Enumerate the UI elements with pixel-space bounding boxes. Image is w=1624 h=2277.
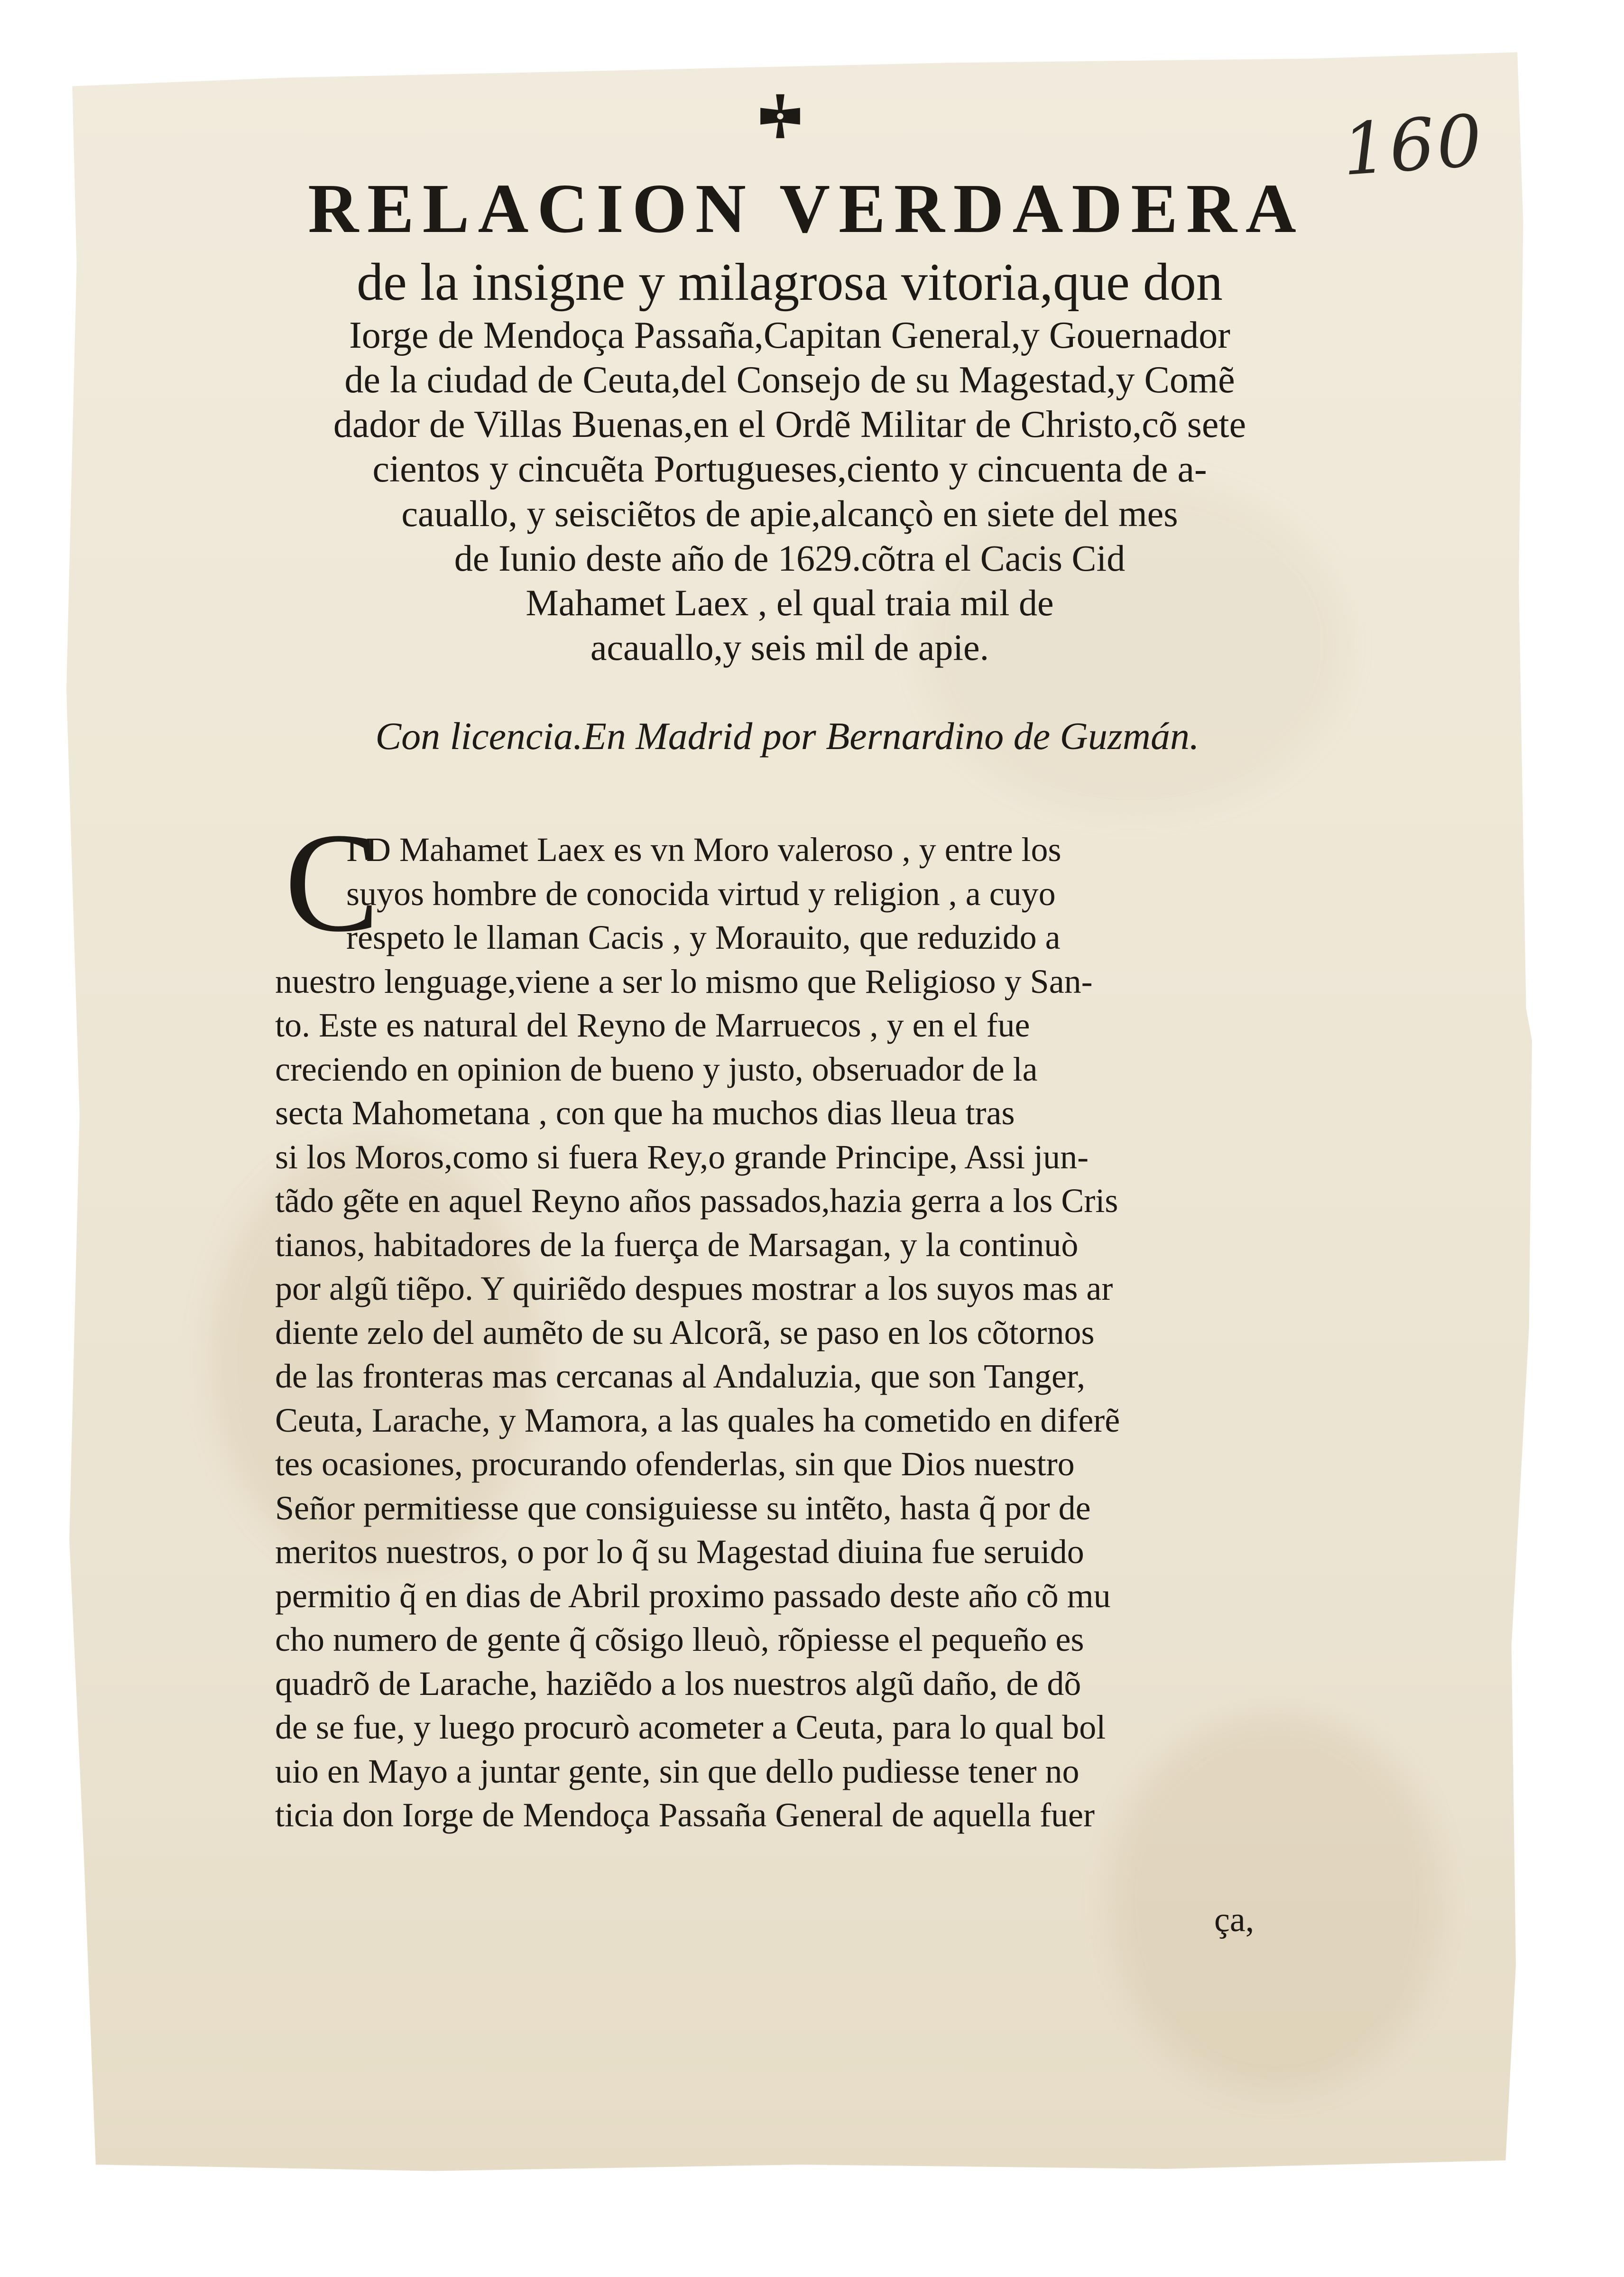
subtitle-line: de la insigne y milagrosa vitoria,que don	[357, 253, 1223, 312]
cross-ornament-icon	[754, 90, 806, 142]
body-line: to. Este es natural del Reyno de Marruecos , y en el fue	[275, 1006, 1030, 1044]
subtitle-line: acauallo,y seis mil de apie.	[590, 627, 989, 668]
subtitle-line: cientos y cincuẽta Portugueses,ciento y cincuenta de a-	[372, 448, 1207, 490]
body-line: creciendo en opinion de bueno y justo, obseruador de la	[275, 1050, 1038, 1088]
body-line: permitio q̃ en dias de Abril proximo passado deste año cõ mu	[275, 1576, 1111, 1615]
folio-number: 160	[1339, 99, 1487, 192]
body-line: si los Moros,como si fuera Rey,o grande Principe, Assi jun-	[275, 1138, 1089, 1176]
body-line: I D Mahamet Laex es vn Moro valeroso , y entre los	[346, 831, 1061, 869]
subtitle-line: cauallo, y seisciẽtos de apie,alcançò en siete del mes	[401, 493, 1178, 534]
subtitle-line: dador de Villas Buenas,en el Ordẽ Militar de Christo,cõ sete	[333, 404, 1246, 445]
subtitle-line: de la ciudad de Ceuta,del Consejo de su Magestad,y Comẽ	[344, 359, 1235, 401]
body-line: suyos hombre de conocida virtud y religion , a cuyo	[346, 874, 1056, 913]
body-line: de las fronteras mas cercanas al Andaluzia, que son Tanger,	[275, 1357, 1086, 1395]
body-line: respeto le llaman Cacis , y Morauito, que reduzido a	[346, 918, 1061, 956]
body-line: secta Mahometana , con que ha muchos dias lleua tras	[275, 1094, 1015, 1132]
body-line: cho numero de gente q̃ cõsigo lleuò, rõpiesse el pequeño es	[275, 1620, 1084, 1658]
subtitle-block	[275, 251, 1304, 670]
drop-cap: C	[285, 804, 380, 961]
body-text	[275, 828, 1290, 1837]
body-line: uio en Mayo a juntar gente, sin que dello pudiesse tener no	[275, 1752, 1080, 1790]
document-title: RELACION VERDADERA	[308, 170, 1305, 248]
body-line: diente zelo del aumẽto de su Alcorã, se paso en los cõtornos	[275, 1313, 1095, 1351]
body-line: Señor permitiesse que consiguiesse su intẽto, hasta q̃ por de	[275, 1489, 1091, 1527]
body-line: nuestro lenguage,viene a ser lo mismo que Religioso y San-	[275, 962, 1093, 1000]
body-line: tãdo gẽte en aquel Reyno años passados,hazia gerra a los Cris	[275, 1182, 1118, 1220]
body-line: Ceuta, Larache, y Mamora, a las quales ha cometido en diferẽ	[275, 1401, 1120, 1439]
body-line: quadrõ de Larache, haziẽdo a los nuestros algũ daño, de dõ	[275, 1664, 1081, 1703]
body-line: tes ocasiones, procurando ofenderlas, sin que Dios nuestro	[275, 1445, 1075, 1483]
printing-license: Con licencia.En Madrid por Bernardino de Guzmán.	[375, 714, 1200, 758]
body-line: tianos, habitadores de la fuerça de Marsagan, y la continuò	[275, 1225, 1079, 1264]
subtitle-line: Mahamet Laex , el qual traia mil de	[526, 582, 1054, 623]
body-line: meritos nuestros, o por lo q̃ su Magestad diuina fue seruido	[275, 1533, 1084, 1571]
subtitle-line: Iorge de Mendoça Passaña,Capitan General,y Gouernador	[349, 315, 1230, 356]
body-line: por algũ tiẽpo. Y quiriẽdo despues mostrar a los suyos mas ar	[275, 1269, 1113, 1307]
body-line: de se fue, y luego procurò acometer a Ceuta, para lo qual bol	[275, 1708, 1106, 1746]
body-line: ticia don Iorge de Mendoça Passaña General de aquella fuer	[275, 1796, 1095, 1834]
catchword: ça,	[1214, 1900, 1255, 1939]
subtitle-line: de Iunio deste año de 1629.cõtra el Cacis Cid	[454, 537, 1126, 579]
